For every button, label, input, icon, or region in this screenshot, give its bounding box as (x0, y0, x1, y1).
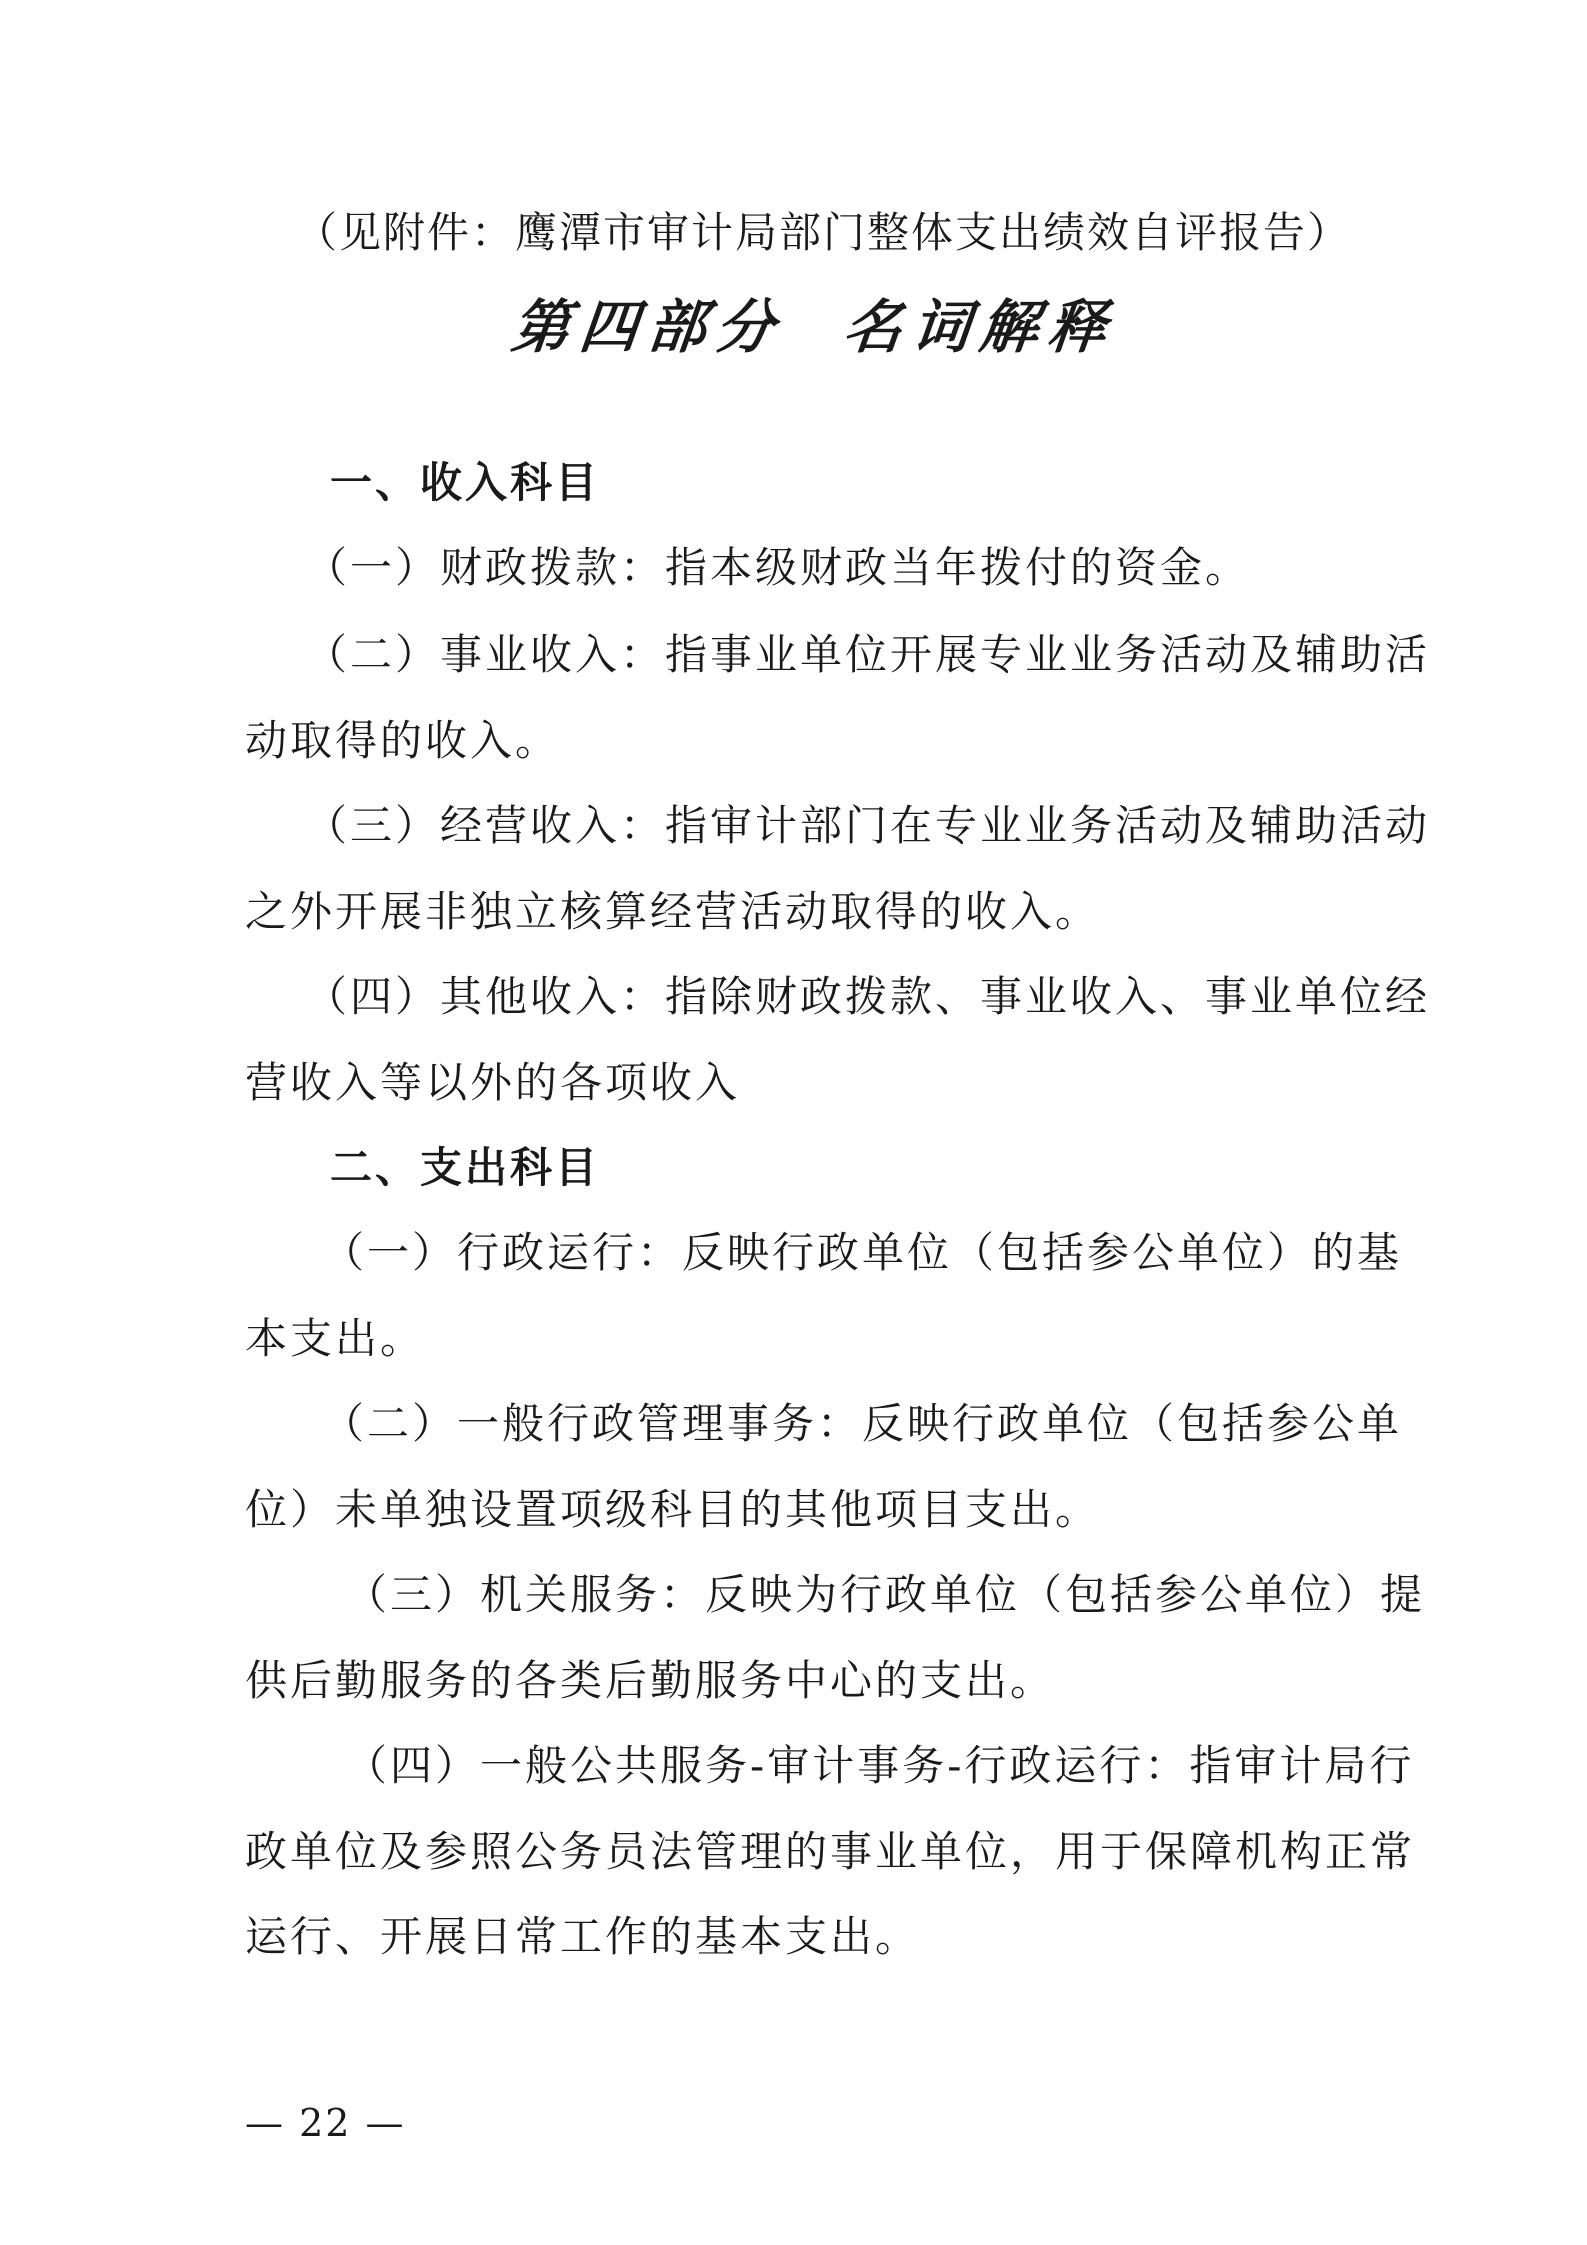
income-item-2-line-1: （二）事业收入：指事业单位开展专业业务活动及辅助活 (305, 630, 1431, 679)
expenditure-item-1-line-1: （一）行政运行：反映行政单位（包括参公单位）的基 (322, 1228, 1403, 1277)
expenditure-item-4-line-3: 运行、开展日常工作的基本支出。 (245, 1912, 921, 1961)
income-item-4-line-1: （四）其他收入：指除财政拨款、事业收入、事业单位经 (305, 972, 1431, 1021)
income-item-2-line-2: 动取得的收入。 (245, 716, 561, 765)
expenditure-item-4-line-1: （四）一般公共服务-审计事务-行政运行：指审计局行 (345, 1741, 1415, 1790)
part-title-number: 第四部分 (508, 293, 788, 361)
expenditure-item-4-line-2: 政单位及参照公务员法管理的事业单位，用于保障机构正常 (245, 1827, 1416, 1876)
expenditure-item-3-line-2: 供后勤服务的各类后勤服务中心的支出。 (245, 1656, 1056, 1705)
page-number: — 22 — (245, 2101, 406, 2145)
part-title-name: 名词解释 (840, 293, 1120, 361)
section-heading-income: 一、收入科目 (330, 458, 601, 507)
income-item-1: （一）财政拨款：指本级财政当年拨付的资金。 (305, 543, 1251, 592)
income-item-3-line-2: 之外开展非独立核算经营活动取得的收入。 (245, 887, 1101, 936)
expenditure-item-2-line-2: 位）未单独设置项级科目的其他项目支出。 (245, 1485, 1101, 1534)
expenditure-item-1-line-2: 本支出。 (245, 1314, 426, 1363)
expenditure-item-3-line-1: （三）机关服务：反映为行政单位（包括参公单位）提 (345, 1570, 1426, 1619)
part-title (508, 290, 1120, 364)
section-heading-expenditure: 二、支出科目 (330, 1143, 601, 1192)
income-item-3-line-1: （三）经营收入：指审计部门在专业业务活动及辅助活动 (305, 801, 1431, 850)
attachment-note: （见附件：鹰潭市审计局部门整体支出绩效自评报告） (295, 208, 1352, 257)
income-item-4-line-2: 营收入等以外的各项收入 (245, 1058, 741, 1107)
expenditure-item-2-line-1: （二）一般行政管理事务：反映行政单位（包括参公单 (322, 1399, 1403, 1448)
